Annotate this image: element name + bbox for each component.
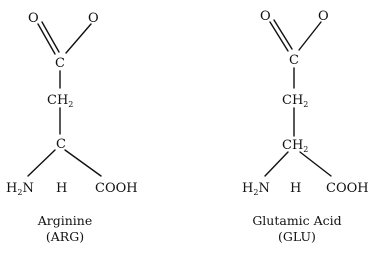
glu-amine bbox=[242, 181, 270, 197]
glu-ch2-lower-base: CH bbox=[282, 138, 304, 153]
arg-ch2-base: CH bbox=[47, 93, 69, 108]
glutamic-acid-structure bbox=[242, 9, 369, 244]
glu-amine-subscript: 2 bbox=[253, 188, 259, 197]
glu-oxygen-right: O bbox=[318, 9, 329, 24]
glu-ch2-n-bond bbox=[265, 152, 288, 176]
arg-amine-tail: N bbox=[22, 181, 34, 196]
arg-carbon-alpha: C bbox=[56, 137, 66, 152]
glu-ch2-upper-base: CH bbox=[282, 93, 304, 108]
arg-ch2-subscript: 2 bbox=[68, 100, 74, 109]
arg-name: Arginine bbox=[37, 213, 93, 228]
glu-carbon-top: C bbox=[289, 53, 299, 68]
arg-amine-subscript: 2 bbox=[17, 188, 23, 197]
glu-ch2-cooh-bond bbox=[300, 152, 331, 176]
glu-carboxyl: COOH bbox=[326, 181, 369, 196]
glu-name: Glutamic Acid bbox=[252, 213, 342, 228]
arg-double-bond-line-1 bbox=[38, 24, 55, 54]
glu-ch2-upper bbox=[282, 93, 308, 109]
arg-amine-base: H bbox=[6, 181, 18, 196]
arg-ch2 bbox=[47, 93, 73, 109]
glu-double-bond-line-2 bbox=[274, 20, 292, 49]
arg-c-n-bond bbox=[28, 150, 55, 176]
arg-oxygen-left: O bbox=[28, 11, 39, 26]
glu-ch2-lower-subscript: 2 bbox=[303, 145, 309, 154]
glu-co-single-bond bbox=[299, 22, 321, 50]
glu-abbreviation: (GLU) bbox=[278, 229, 316, 244]
arg-double-bond-line-2 bbox=[42, 22, 59, 52]
glu-amine-tail: N bbox=[258, 181, 270, 196]
arg-oxygen-right: O bbox=[88, 11, 99, 26]
arg-c-cooh-bond bbox=[65, 150, 101, 176]
arginine-structure bbox=[6, 11, 138, 244]
glu-ch2-upper-subscript: 2 bbox=[303, 100, 309, 109]
glu-double-bond-line-1 bbox=[270, 22, 288, 51]
arg-abbreviation: (ARG) bbox=[45, 229, 85, 244]
glu-oxygen-left: O bbox=[260, 9, 271, 24]
glu-amine-base: H bbox=[242, 181, 254, 196]
arg-carbon-top: C bbox=[55, 56, 65, 71]
arg-amine bbox=[6, 181, 34, 197]
arg-carboxyl: COOH bbox=[95, 181, 138, 196]
glu-hydrogen: H bbox=[290, 181, 302, 196]
arg-co-single-bond bbox=[66, 24, 91, 53]
glu-ch2-lower bbox=[282, 138, 308, 154]
arg-hydrogen: H bbox=[56, 181, 68, 196]
